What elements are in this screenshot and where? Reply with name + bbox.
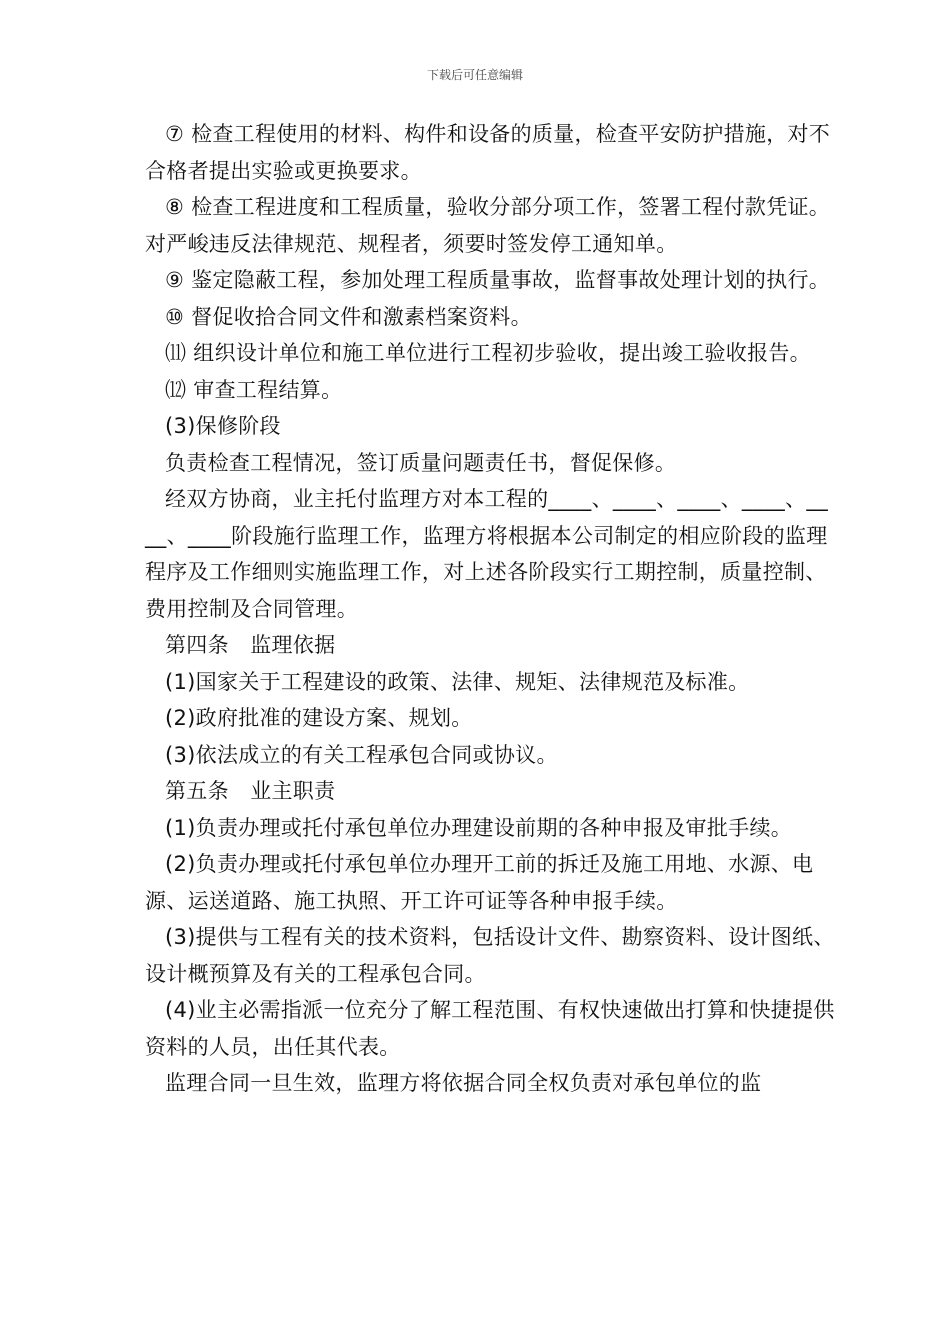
paragraph-item-12: ⑿ 审查工程结算。 [165,377,343,402]
list-item-duty-1: (1)负责办理或托付承包单位办理建设前期的各种申报及审批手续。 [165,815,793,840]
paragraph-scope: 经双方协商，业主托付监理方对本工程的____、____、____、____、____、____阶段施行监理工作，监理方将根据本公司制定的相应阶段的监理程序及工作细则实施监理工作，对上述各阶段实行工期控制，质量控制、费用控制及合同管理。 [145,487,828,621]
paragraph-warranty: 负责检查工程情况，签订质量问题责任书，督促保修。 [165,450,677,475]
list-item-duty-2: (2)负责办理或托付承包单位办理开工前的拆迁及施工用地、水源、电源、运送道路、施工执照、开工许可证等各种申报手续。 [145,852,814,913]
document-body [145,116,835,1102]
article-heading-4: 第四条 监理依据 [165,633,336,657]
paragraph-item-7: ⑦ 检查工程使用的材料、构件和设备的质量，检查平安防护措施，对不合格者提出实验或更换要求。 [145,122,831,183]
page-header: 下载后可任意编辑 [426,68,523,82]
paragraph-item-9: ⑨ 鉴定隐蔽工程，参加处理工程质量事故，监督事故处理计划的执行。 [165,268,831,292]
paragraph-item-8: ⑧ 检查工程进度和工程质量，验收分部分项工作，签署工程付款凭证。对严峻违反法律规范、规程者，须要时签发停工通知单。 [145,195,831,256]
paragraph-contract-effect: 监理合同一旦生效，监理方将依据合同全权负责对承包单位的监 [165,1071,762,1095]
list-item-basis-2: (2)政府批准的建设方案、规划。 [165,706,473,730]
list-item-duty-3: (3)提供与工程有关的技术资料，包括设计文件、勘察资料、设计图纸、设计概预算及有关的工程承包合同。 [145,925,835,986]
article-heading-5: 第五条 业主职责 [165,779,336,803]
list-item-duty-4: (4)业主必需指派一位充分了解工程范围、有权快速做出打算和快捷提供资料的人员，出任其代表。 [145,998,835,1059]
list-item-basis-3: (3)依法成立的有关工程承包合同或协议。 [165,742,558,767]
paragraph-item-11: ⑾ 组织设计单位和施工单位进行工程初步验收，提出竣工验收报告。 [165,341,811,365]
paragraph-item-10: ⑩ 督促收拾合同文件和激素档案资料。 [165,304,532,329]
list-item-basis-1: (1)国家关于工程建设的政策、法律、规矩、法律规范及标准。 [165,669,750,694]
section-heading-warranty: (3)保修阶段 [165,414,281,438]
